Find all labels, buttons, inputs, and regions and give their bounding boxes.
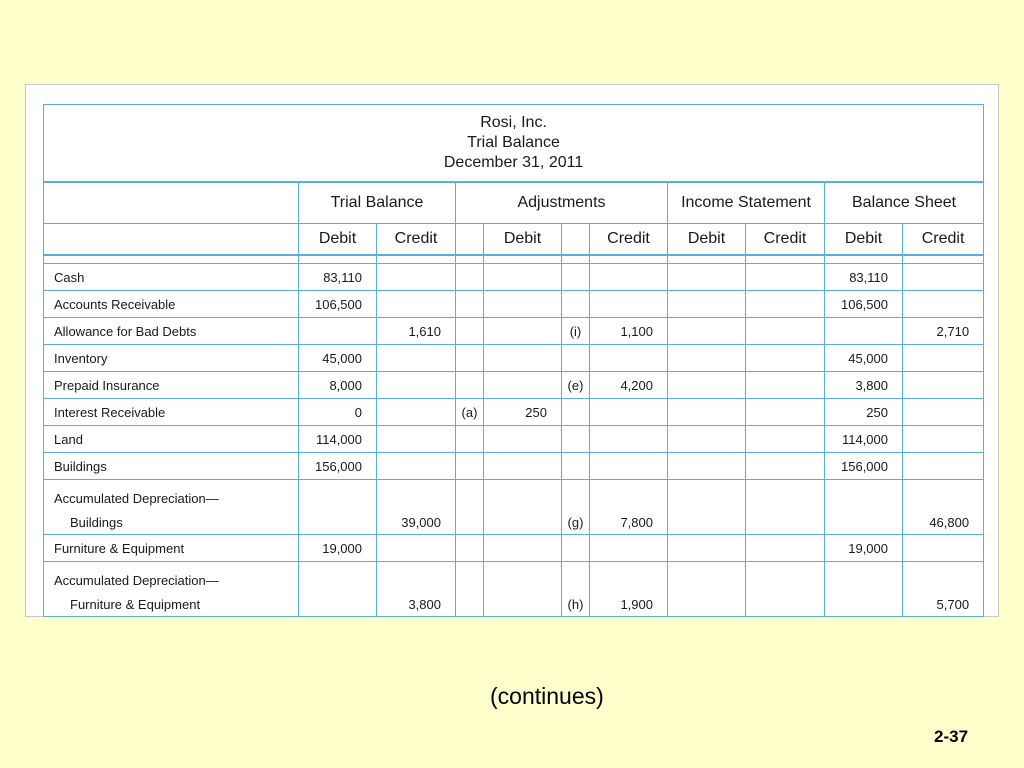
- account-name: Prepaid Insurance: [44, 372, 299, 399]
- tb-credit: [377, 345, 456, 372]
- is-debit: [668, 318, 746, 345]
- adj-credit: [590, 453, 668, 480]
- is-credit: [746, 264, 825, 291]
- adj-debit: [484, 345, 562, 372]
- bs-debit: [825, 318, 903, 345]
- is-credit: [746, 480, 825, 535]
- table-row: [44, 426, 984, 453]
- is-debit: [668, 372, 746, 399]
- adj-credit: [590, 426, 668, 453]
- account-name-line1: Accumulated Depreciation—: [54, 491, 219, 506]
- tb-debit: 156,000: [299, 453, 377, 480]
- tb-debit: 106,500: [299, 291, 377, 318]
- is-credit: [746, 345, 825, 372]
- adj-credit-ref: [562, 453, 590, 480]
- table-row: [44, 318, 984, 345]
- adj-debit: [484, 291, 562, 318]
- statement-heading: [44, 105, 984, 182]
- group-income-statement: Income Statement: [668, 182, 825, 224]
- bs-credit: 2,710: [903, 318, 984, 345]
- adj-credit-ref-header: [562, 224, 590, 255]
- is-debit: [668, 426, 746, 453]
- bs-credit: [903, 426, 984, 453]
- table-row: [44, 291, 984, 318]
- is-debit: [668, 535, 746, 562]
- adj-debit-ref: [456, 480, 484, 535]
- tb-debit: 45,000: [299, 345, 377, 372]
- bs-credit: [903, 535, 984, 562]
- is-credit: [746, 535, 825, 562]
- group-adjustments: Adjustments: [456, 182, 668, 224]
- adj-debit-ref: [456, 535, 484, 562]
- adj-debit: [484, 535, 562, 562]
- bs-debit-header: Debit: [825, 224, 903, 255]
- adj-credit-ref: [562, 345, 590, 372]
- tb-debit-header: Debit: [299, 224, 377, 255]
- is-credit: [746, 291, 825, 318]
- account-name: Inventory: [44, 345, 299, 372]
- adj-debit-ref: [456, 453, 484, 480]
- account-name: Buildings: [44, 453, 299, 480]
- account-name: Accounts Receivable: [44, 291, 299, 318]
- is-credit: [746, 453, 825, 480]
- tb-debit: 83,110: [299, 264, 377, 291]
- adj-debit: [484, 264, 562, 291]
- worksheet-frame: [25, 84, 999, 617]
- adj-debit: [484, 372, 562, 399]
- is-credit: [746, 426, 825, 453]
- adj-credit: [590, 399, 668, 426]
- is-debit: [668, 264, 746, 291]
- tb-credit: [377, 426, 456, 453]
- adj-credit: 1,900: [590, 562, 668, 617]
- trial-balance-table: [43, 104, 984, 617]
- tb-credit: [377, 399, 456, 426]
- is-credit-header: Credit: [746, 224, 825, 255]
- adj-credit-ref: [562, 291, 590, 318]
- adj-debit: 250: [484, 399, 562, 426]
- bs-debit: [825, 562, 903, 617]
- adj-credit-ref: [562, 399, 590, 426]
- account-name: Cash: [44, 264, 299, 291]
- adj-debit: [484, 453, 562, 480]
- table-row: [44, 453, 984, 480]
- table-row: [44, 562, 984, 617]
- tb-debit: [299, 562, 377, 617]
- adj-debit-ref: [456, 318, 484, 345]
- bs-credit: [903, 345, 984, 372]
- is-credit: [746, 562, 825, 617]
- table-row: [44, 345, 984, 372]
- page-number: 2-37: [934, 727, 969, 746]
- adj-credit-ref: (e): [562, 372, 590, 399]
- bs-credit: [903, 372, 984, 399]
- statement-date: December 31, 2011: [443, 153, 584, 171]
- bs-debit: 250: [825, 399, 903, 426]
- bs-debit: 114,000: [825, 426, 903, 453]
- statement-title: Trial Balance: [467, 133, 560, 151]
- is-debit: [668, 562, 746, 617]
- is-debit: [668, 480, 746, 535]
- tb-credit: [377, 264, 456, 291]
- bs-debit: 45,000: [825, 345, 903, 372]
- table-row: [44, 399, 984, 426]
- adj-debit-ref: [456, 264, 484, 291]
- adj-debit-ref: [456, 426, 484, 453]
- bs-credit: [903, 264, 984, 291]
- group-trial-balance: Trial Balance: [299, 182, 456, 224]
- account-name-line2: Furniture & Equipment: [70, 597, 201, 612]
- adj-debit-header: Debit: [484, 224, 562, 255]
- is-debit: [668, 345, 746, 372]
- table-row: [44, 535, 984, 562]
- adj-debit: [484, 480, 562, 535]
- account-name: Furniture & Equipment: [44, 535, 299, 562]
- account-header-blank: [44, 182, 299, 224]
- tb-debit: 114,000: [299, 426, 377, 453]
- tb-credit: 39,000: [377, 480, 456, 535]
- account-subheader-blank: [44, 224, 299, 255]
- bs-debit: 156,000: [825, 453, 903, 480]
- bs-credit: [903, 453, 984, 480]
- tb-debit: [299, 480, 377, 535]
- adj-debit: [484, 562, 562, 617]
- is-debit: [668, 453, 746, 480]
- adj-debit-ref: [456, 372, 484, 399]
- bs-debit: 3,800: [825, 372, 903, 399]
- tb-debit: 0: [299, 399, 377, 426]
- adj-debit-ref: [456, 562, 484, 617]
- is-debit-header: Debit: [668, 224, 746, 255]
- tb-debit: [299, 318, 377, 345]
- adj-credit: [590, 291, 668, 318]
- adj-credit-ref: (h): [562, 562, 590, 617]
- adj-credit-ref: (i): [562, 318, 590, 345]
- adj-credit: 7,800: [590, 480, 668, 535]
- bs-debit: [825, 480, 903, 535]
- tb-credit: [377, 291, 456, 318]
- adj-debit-ref: (a): [456, 399, 484, 426]
- adj-credit-ref: (g): [562, 480, 590, 535]
- is-debit: [668, 291, 746, 318]
- adj-credit: 1,100: [590, 318, 668, 345]
- bs-credit-header: Credit: [903, 224, 984, 255]
- account-name: Allowance for Bad Debts: [44, 318, 299, 345]
- table-row: [44, 372, 984, 399]
- is-credit: [746, 399, 825, 426]
- adj-debit-ref: [456, 291, 484, 318]
- tb-credit: 1,610: [377, 318, 456, 345]
- bs-credit: [903, 291, 984, 318]
- bs-debit: 106,500: [825, 291, 903, 318]
- company-name: Rosi, Inc.: [480, 113, 547, 131]
- account-name: [44, 562, 299, 617]
- adj-credit-ref: [562, 535, 590, 562]
- is-debit: [668, 399, 746, 426]
- tb-credit: [377, 535, 456, 562]
- account-name-line2: Buildings: [70, 515, 123, 530]
- account-name: [44, 480, 299, 535]
- tb-credit: 3,800: [377, 562, 456, 617]
- adj-credit: 4,200: [590, 372, 668, 399]
- adj-debit-ref: [456, 345, 484, 372]
- adj-debit-ref-header: [456, 224, 484, 255]
- table-row: [44, 264, 984, 291]
- tb-debit: 19,000: [299, 535, 377, 562]
- adj-credit: [590, 535, 668, 562]
- adj-debit: [484, 318, 562, 345]
- account-name: Interest Receivable: [44, 399, 299, 426]
- adj-credit-header: Credit: [590, 224, 668, 255]
- adj-credit-ref: [562, 264, 590, 291]
- table-row: [44, 480, 984, 535]
- account-name-line1: Accumulated Depreciation—: [54, 573, 219, 588]
- bs-credit: 46,800: [903, 480, 984, 535]
- bs-debit: 83,110: [825, 264, 903, 291]
- tb-credit-header: Credit: [377, 224, 456, 255]
- tb-debit: 8,000: [299, 372, 377, 399]
- adj-credit: [590, 264, 668, 291]
- adj-credit: [590, 345, 668, 372]
- adj-credit-ref: [562, 426, 590, 453]
- account-name: Land: [44, 426, 299, 453]
- continues-label: (continues): [490, 683, 604, 709]
- bs-credit: 5,700: [903, 562, 984, 617]
- adj-debit: [484, 426, 562, 453]
- bs-debit: 19,000: [825, 535, 903, 562]
- bs-credit: [903, 399, 984, 426]
- group-balance-sheet: Balance Sheet: [825, 182, 984, 224]
- tb-credit: [377, 372, 456, 399]
- tb-credit: [377, 453, 456, 480]
- is-credit: [746, 372, 825, 399]
- is-credit: [746, 318, 825, 345]
